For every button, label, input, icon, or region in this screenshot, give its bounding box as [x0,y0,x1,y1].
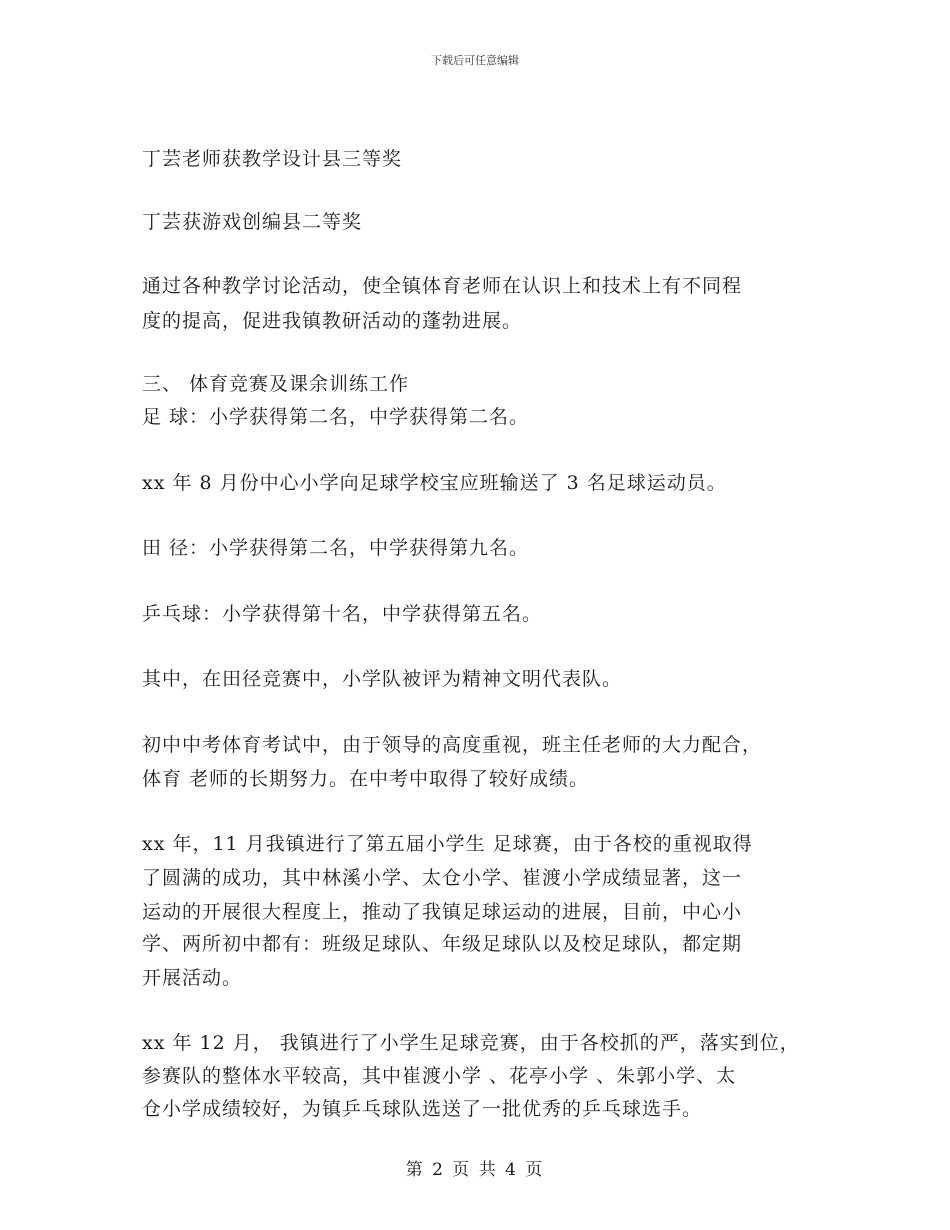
paragraph-line: 丁芸获游戏创编县二等奖 [142,211,363,233]
page-number: 第 2 页 共 4 页 [405,1160,545,1180]
paragraph-line: 其中，在田径竞赛中，小学队被评为精神文明代表队。 [142,668,623,690]
paragraph-line: 通过各种教学讨论活动，使全镇体育老师在认识上和技术上有不同程 [142,275,743,297]
paragraph-line: 体育 老师的长期努力。在中考中取得了较好成绩。 [142,768,590,790]
paragraph-line: 乒乓球：小学获得第十名，中学获得第五名。 [142,603,543,625]
paragraph-line: xx 年 12 月， 我镇进行了小学生足球竞赛，由于各校抓的严，落实到位， [142,1032,800,1054]
paragraph-line: 参赛队的整体水平较高，其中崔渡小学 、花亭小学 、朱郭小学、太 [142,1065,737,1087]
paragraph-line: 学、两所初中都有：班级足球队、年级足球队以及校足球队，都定期 [142,933,743,955]
paragraph-line: 初中中考体育考试中，由于领导的高度重视，班主任老师的大力配合， [142,734,763,756]
paragraph-line: xx 年 8 月份中心小学向足球学校宝应班输送了 3 名足球运动员。 [142,472,727,494]
paragraph-line: 丁芸老师获教学设计县三等奖 [142,148,403,170]
paragraph-line: 度的提高，促进我镇教研活动的蓬勃进展。 [142,310,523,332]
paragraph-line: 田 径：小学获得第二名，中学获得第九名。 [142,537,530,559]
paragraph-line: 了圆满的成功，其中林溪小学、太仓小学、崔渡小学成绩显著，这一 [142,867,743,889]
paragraph-line: 仓小学成绩较好，为镇乒乓球队选送了一批优秀的乒乓球选手。 [142,1098,703,1120]
paragraph-line: 足 球：小学获得第二名，中学获得第二名。 [142,406,530,428]
paragraph-line: 运动的开展很大程度上，推动了我镇足球运动的进展，目前，中心小 [142,901,743,923]
header-note: 下载后可任意编辑 [431,54,519,67]
paragraph-line: xx 年，11 月我镇进行了第五届小学生 足球赛，由于各校的重视取得 [142,833,753,855]
section-heading: 三、 体育竞赛及课余训练工作 [142,373,410,395]
paragraph-line: 开展活动。 [142,967,243,989]
